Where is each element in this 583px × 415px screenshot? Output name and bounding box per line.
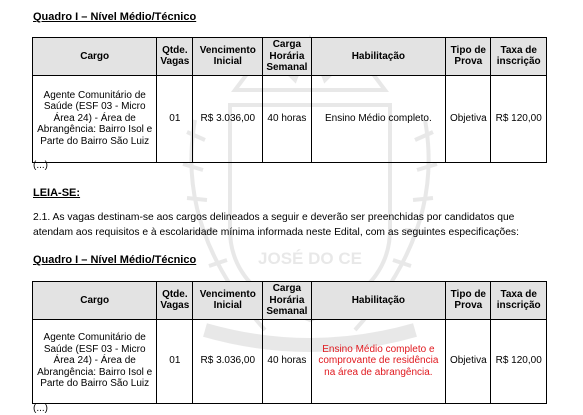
table-header-row bbox=[33, 38, 547, 76]
header-habilitacao: Habilitação bbox=[311, 282, 446, 320]
header-taxa: Taxa de inscrição bbox=[491, 38, 547, 76]
section-heading-1: Quadro I – Nível Médio/Técnico bbox=[33, 11, 197, 23]
header-cargo: Cargo bbox=[33, 282, 157, 320]
cell-vagas: 01 bbox=[157, 75, 193, 162]
ellipsis-2: (...) bbox=[33, 403, 48, 414]
table-row bbox=[33, 319, 547, 403]
cell-taxa: R$ 120,00 bbox=[491, 319, 547, 403]
ellipsis-1: (...) bbox=[33, 160, 48, 171]
header-vagas: Qtde. Vagas bbox=[157, 282, 193, 320]
header-taxa: Taxa de inscrição bbox=[491, 282, 547, 320]
cell-cargo: Agente Comunitário de Saúde (ESF 03 - Micro Área 24) - Área de Abrangência: Bairro Isol e Parte do Bairro São Luiz bbox=[33, 319, 157, 403]
leia-se-heading: LEIA-SE: bbox=[33, 187, 81, 199]
header-prova: Tipo de Prova bbox=[446, 282, 491, 320]
paragraph-2-1: 2.1. As vagas destinam-se aos cargos delineados a seguir e deverão ser preenchidas por candidatos que atendam aos requisitos e à escolaridade mínima informada neste Edital, com as seguintes especificações: bbox=[33, 212, 519, 238]
section-heading-2: Quadro I – Nível Médio/Técnico bbox=[33, 254, 197, 266]
cell-prova: Objetiva bbox=[446, 319, 491, 403]
watermark-text: JOSÉ DO CE bbox=[258, 249, 362, 268]
cell-taxa: R$ 120,00 bbox=[491, 75, 547, 162]
table-header-row bbox=[33, 282, 547, 320]
cell-carga: 40 horas bbox=[263, 319, 311, 403]
header-vagas: Qtde. Vagas bbox=[157, 38, 193, 76]
cell-vencimento: R$ 3.036,00 bbox=[193, 75, 263, 162]
cell-prova: Objetiva bbox=[446, 75, 491, 162]
header-carga: Carga Horária Semanal bbox=[263, 38, 311, 76]
cell-habilitacao: Ensino Médio completo. bbox=[311, 75, 446, 162]
header-vencimento: Vencimento Inicial bbox=[193, 282, 263, 320]
header-prova: Tipo de Prova bbox=[446, 38, 491, 76]
header-vencimento: Vencimento Inicial bbox=[193, 38, 263, 76]
header-carga: Carga Horária Semanal bbox=[263, 282, 311, 320]
vacancy-table-2 bbox=[32, 281, 547, 404]
cell-vagas: 01 bbox=[157, 319, 193, 403]
cell-habilitacao-highlighted: Ensino Médio completo e comprovante de residência na área de abrangência. bbox=[311, 319, 446, 403]
cell-vencimento: R$ 3.036,00 bbox=[193, 319, 263, 403]
table-row bbox=[33, 75, 547, 162]
cell-carga: 40 horas bbox=[263, 75, 311, 162]
header-habilitacao: Habilitação bbox=[311, 38, 446, 76]
cell-cargo: Agente Comunitário de Saúde (ESF 03 - Micro Área 24) - Área de Abrangência: Bairro Isol e Parte do Bairro São Luiz bbox=[33, 75, 157, 162]
vacancy-table-1 bbox=[32, 37, 547, 163]
header-cargo: Cargo bbox=[33, 38, 157, 76]
